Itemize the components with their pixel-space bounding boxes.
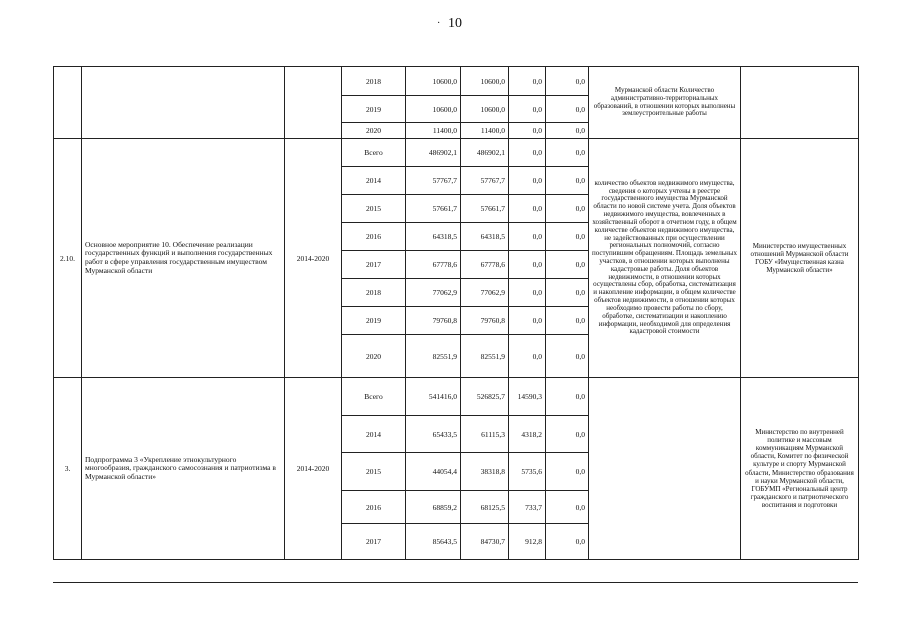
total-cell: 44054,4 <box>406 453 461 491</box>
indicator-cell <box>589 378 741 560</box>
budget-cell: 10600,0 <box>461 67 509 96</box>
total-cell: 79760,8 <box>406 307 461 335</box>
other-cell: 0,0 <box>546 96 589 123</box>
row-number-cell <box>54 67 82 139</box>
other-cell: 0,0 <box>546 378 589 416</box>
federal-cell: 14590,3 <box>509 378 546 416</box>
other-cell: 0,0 <box>546 251 589 279</box>
year-cell: 2018 <box>342 279 406 307</box>
table-row <box>54 378 859 416</box>
responsible-cell: Министерство имущественных отношений Мурманской области ГОБУ «Имущественная казна Мурманской области» <box>741 139 859 378</box>
budget-cell: 61115,3 <box>461 416 509 453</box>
indicator-cell: количество объектов недвижимого имущества, сведения о которых учтены в реестре государственного имущества Мурманской области по новой системе учета. Доля объектов недвижимого имущества, вовлеченных в хозяйственный оборот в отчетном году, в общем количестве объектов недвижимого имущества, не задействованных при осуществлении региональных полномочий, согласно поступившим обращениям. Площадь земельных участков, в отношении которых выполнены кадастровые работы. Доля объектов недвижимости, в отношении которых осуществлены сбор, обработка, систематизация и накопление информации, в общем количестве объектов недвижимости, в отношении которых необходимо провести работы по сбору, обработке, систематизации и накоплению информации, необходимой для определения кадастровой стоимости <box>589 139 741 378</box>
budget-cell: 68125,5 <box>461 491 509 524</box>
year-cell: 2017 <box>342 251 406 279</box>
responsible-cell <box>741 67 859 139</box>
other-cell: 0,0 <box>546 67 589 96</box>
federal-cell: 0,0 <box>509 223 546 251</box>
other-cell: 0,0 <box>546 279 589 307</box>
table-body <box>54 67 859 560</box>
budget-table <box>53 66 859 560</box>
other-cell: 0,0 <box>546 223 589 251</box>
federal-cell: 4318,2 <box>509 416 546 453</box>
other-cell: 0,0 <box>546 139 589 167</box>
other-cell: 0,0 <box>546 453 589 491</box>
federal-cell: 0,0 <box>509 307 546 335</box>
year-cell: 2018 <box>342 67 406 96</box>
other-cell: 0,0 <box>546 416 589 453</box>
activity-name-cell: Подпрограмма 3 «Укрепление этнокультурного многообразия, гражданского самосознания и патриотизма в Мурманской области» <box>82 378 285 560</box>
total-cell: 57661,7 <box>406 195 461 223</box>
row-number-cell: 2.10. <box>54 139 82 378</box>
budget-cell: 486902,1 <box>461 139 509 167</box>
total-cell: 65433,5 <box>406 416 461 453</box>
period-cell: 2014-2020 <box>285 378 342 560</box>
federal-cell: 0,0 <box>509 251 546 279</box>
total-cell: 77062,9 <box>406 279 461 307</box>
budget-cell: 10600,0 <box>461 96 509 123</box>
year-cell: Всего <box>342 378 406 416</box>
federal-cell: 0,0 <box>509 167 546 195</box>
federal-cell: 0,0 <box>509 279 546 307</box>
federal-cell: 0,0 <box>509 335 546 378</box>
year-cell: 2015 <box>342 195 406 223</box>
other-cell: 0,0 <box>546 167 589 195</box>
year-cell: 2020 <box>342 123 406 139</box>
year-cell: 2020 <box>342 335 406 378</box>
other-cell: 0,0 <box>546 491 589 524</box>
other-cell: 0,0 <box>546 123 589 139</box>
budget-cell: 57661,7 <box>461 195 509 223</box>
total-cell: 10600,0 <box>406 96 461 123</box>
activity-name-cell: Основное мероприятие 10. Обеспечение реализации государственных функций и выполнения государственных работ в сфере управления государственным имуществом Мурманской области <box>82 139 285 378</box>
budget-cell: 67778,6 <box>461 251 509 279</box>
year-cell: 2014 <box>342 167 406 195</box>
page-bottom-rule <box>53 582 858 583</box>
indicator-cell: Мурманской области Количество административно-территориальных образований, в отношении которых выполнены землеустроительные работы <box>589 67 741 139</box>
other-cell: 0,0 <box>546 307 589 335</box>
federal-cell: 0,0 <box>509 96 546 123</box>
budget-cell: 79760,8 <box>461 307 509 335</box>
year-cell: 2019 <box>342 96 406 123</box>
table-row <box>54 139 859 167</box>
total-cell: 11400,0 <box>406 123 461 139</box>
year-cell: 2014 <box>342 416 406 453</box>
other-cell: 0,0 <box>546 524 589 560</box>
year-cell: 2016 <box>342 491 406 524</box>
year-cell: 2015 <box>342 453 406 491</box>
year-cell: 2017 <box>342 524 406 560</box>
budget-cell: 57767,7 <box>461 167 509 195</box>
total-cell: 541416,0 <box>406 378 461 416</box>
total-cell: 67778,6 <box>406 251 461 279</box>
budget-cell: 11400,0 <box>461 123 509 139</box>
budget-cell: 526825,7 <box>461 378 509 416</box>
year-cell: 2019 <box>342 307 406 335</box>
federal-cell: 733,7 <box>509 491 546 524</box>
period-cell: 2014-2020 <box>285 139 342 378</box>
total-cell: 486902,1 <box>406 139 461 167</box>
total-cell: 57767,7 <box>406 167 461 195</box>
year-cell: 2016 <box>342 223 406 251</box>
year-cell: Всего <box>342 139 406 167</box>
total-cell: 85643,5 <box>406 524 461 560</box>
other-cell: 0,0 <box>546 195 589 223</box>
budget-cell: 38318,8 <box>461 453 509 491</box>
period-cell <box>285 67 342 139</box>
federal-cell: 0,0 <box>509 123 546 139</box>
federal-cell: 0,0 <box>509 67 546 96</box>
federal-cell: 0,0 <box>509 139 546 167</box>
table-row <box>54 67 859 96</box>
budget-cell: 64318,5 <box>461 223 509 251</box>
budget-cell: 82551,9 <box>461 335 509 378</box>
total-cell: 68859,2 <box>406 491 461 524</box>
budget-cell: 77062,9 <box>461 279 509 307</box>
federal-cell: 912,8 <box>509 524 546 560</box>
other-cell: 0,0 <box>546 335 589 378</box>
activity-name-cell <box>82 67 285 139</box>
budget-cell: 84730,7 <box>461 524 509 560</box>
total-cell: 64318,5 <box>406 223 461 251</box>
total-cell: 10600,0 <box>406 67 461 96</box>
row-number-cell: 3. <box>54 378 82 560</box>
federal-cell: 0,0 <box>509 195 546 223</box>
total-cell: 82551,9 <box>406 335 461 378</box>
page-number: 10 <box>448 16 462 31</box>
page-mark: · <box>437 18 441 29</box>
responsible-cell: Министерство по внутренней политике и массовым коммуникациям Мурманской области, Комитет по физической культуре и спорту Мурманской области, Министерство образования и науки Мурманской области, ГОБУМП «Региональный центр гражданского и патриотического воспитания и подготовки <box>741 378 859 560</box>
federal-cell: 5735,6 <box>509 453 546 491</box>
